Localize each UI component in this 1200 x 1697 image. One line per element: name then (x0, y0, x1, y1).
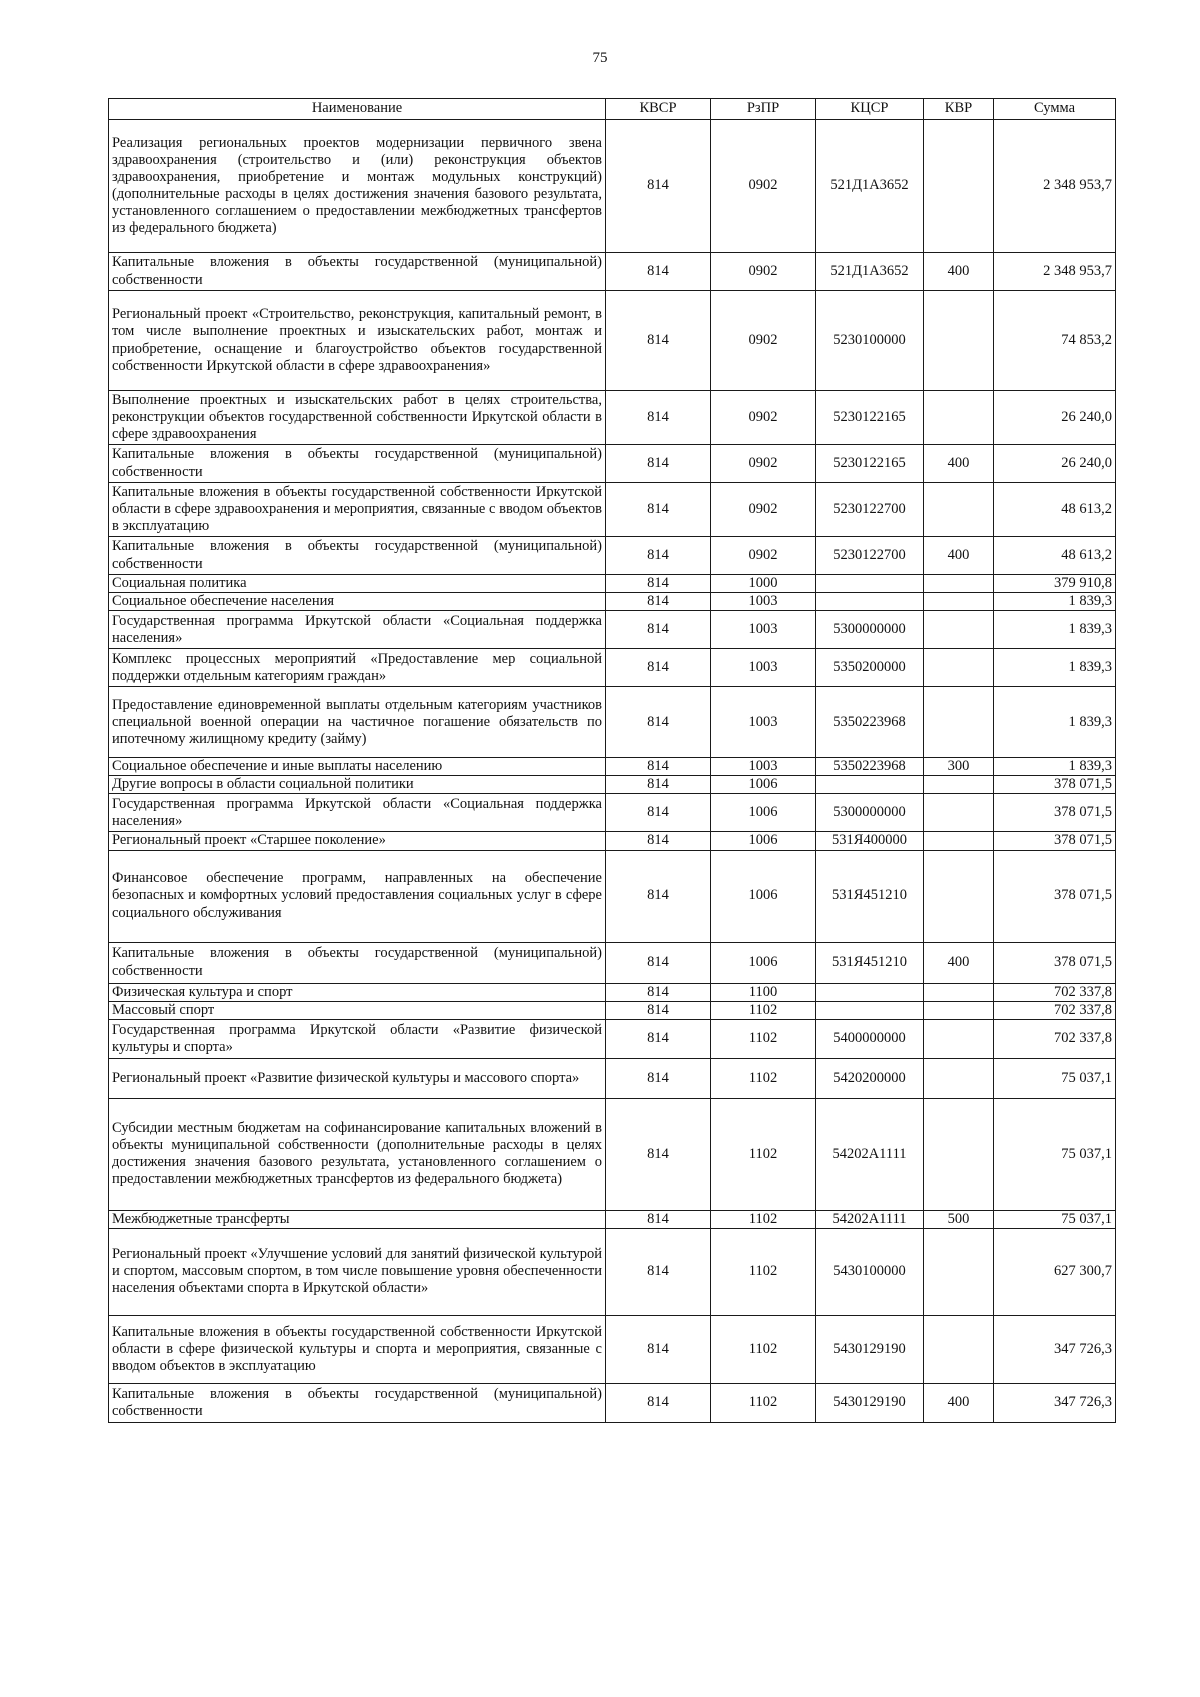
row-kvsr: 814 (606, 1315, 711, 1383)
row-kcsr: 5300000000 (816, 794, 924, 832)
row-kvr (924, 1019, 994, 1058)
row-rzpr: 1102 (711, 1228, 816, 1315)
row-name: Субсидии местным бюджетам на софинансирование капитальных вложений в объекты муниципальной собственности (дополнительные расходы в целях достижения значения базового результата, установленного соглашением о предоставлении межбюджетных трансфертов из федерального бюджета) (109, 1098, 606, 1210)
table-row (109, 649, 1116, 687)
row-kcsr: 54202А1111 (816, 1210, 924, 1228)
header-sum: Сумма (994, 99, 1116, 120)
row-kvr (924, 776, 994, 794)
row-kvr (924, 575, 994, 593)
row-sum: 347 726,3 (994, 1383, 1116, 1422)
row-kvsr: 814 (606, 1098, 711, 1210)
row-kvsr: 814 (606, 1210, 711, 1228)
row-name: Региональный проект «Улучшение условий для занятий физической культурой и спортом, массовым спортом, в том числе повышение уровня обеспеченности населения объектами спорта в Иркутской области» (109, 1228, 606, 1315)
row-sum: 378 071,5 (994, 942, 1116, 983)
row-kvsr: 814 (606, 942, 711, 983)
table-row (109, 445, 1116, 483)
row-sum: 75 037,1 (994, 1098, 1116, 1210)
row-kcsr: 5230122165 (816, 445, 924, 483)
row-kvsr: 814 (606, 391, 711, 445)
row-rzpr: 1102 (711, 1210, 816, 1228)
row-kcsr: 5430129190 (816, 1383, 924, 1422)
row-kvsr: 814 (606, 445, 711, 483)
row-kvr: 400 (924, 537, 994, 575)
row-rzpr: 1006 (711, 776, 816, 794)
row-rzpr: 0902 (711, 537, 816, 575)
table-header-row (109, 99, 1116, 120)
row-kvsr: 814 (606, 575, 711, 593)
row-kvr (924, 1058, 994, 1098)
row-rzpr: 1102 (711, 1001, 816, 1019)
table-row (109, 1315, 1116, 1383)
row-kvr (924, 850, 994, 942)
row-kvsr: 814 (606, 253, 711, 291)
row-sum: 1 839,3 (994, 649, 1116, 687)
table-row (109, 1058, 1116, 1098)
row-kvr (924, 794, 994, 832)
row-kcsr: 5230122165 (816, 391, 924, 445)
row-kcsr: 5230122700 (816, 483, 924, 537)
row-kvsr: 814 (606, 291, 711, 391)
row-sum: 378 071,5 (994, 776, 1116, 794)
row-name: Социальное обеспечение и иные выплаты населению (109, 758, 606, 776)
row-kvr (924, 291, 994, 391)
row-rzpr: 1003 (711, 611, 816, 649)
table-row (109, 593, 1116, 611)
row-rzpr: 1003 (711, 649, 816, 687)
row-kvsr: 814 (606, 1001, 711, 1019)
row-kcsr: 5350223968 (816, 758, 924, 776)
row-name: Государственная программа Иркутской области «Социальная поддержка населения» (109, 794, 606, 832)
row-kvsr: 814 (606, 1228, 711, 1315)
row-rzpr: 1102 (711, 1058, 816, 1098)
row-name: Капитальные вложения в объекты государственной (муниципальной) собственности (109, 1383, 606, 1422)
table-row (109, 391, 1116, 445)
row-sum: 1 839,3 (994, 687, 1116, 758)
row-kvr (924, 687, 994, 758)
row-kcsr (816, 593, 924, 611)
row-kvr (924, 649, 994, 687)
table-row (109, 758, 1116, 776)
row-name: Другие вопросы в области социальной политики (109, 776, 606, 794)
row-name: Капитальные вложения в объекты государственной (муниципальной) собственности (109, 537, 606, 575)
row-name: Капитальные вложения в объекты государственной собственности Иркутской области в сфере здравоохранения и мероприятия, связанные с вводом объектов в эксплуатацию (109, 483, 606, 537)
header-kvr: КВР (924, 99, 994, 120)
row-sum: 378 071,5 (994, 850, 1116, 942)
row-kcsr: 531Я400000 (816, 832, 924, 850)
header-name: Наименование (109, 99, 606, 120)
row-sum: 75 037,1 (994, 1210, 1116, 1228)
row-kvr (924, 120, 994, 253)
row-rzpr: 0902 (711, 291, 816, 391)
row-name: Государственная программа Иркутской области «Социальная поддержка населения» (109, 611, 606, 649)
row-name: Капитальные вложения в объекты государственной собственности Иркутской области в сфере физической культуры и спорта и мероприятия, связанные с вводом объектов в эксплуатацию (109, 1315, 606, 1383)
row-kvsr: 814 (606, 120, 711, 253)
row-name: Капитальные вложения в объекты государственной (муниципальной) собственности (109, 942, 606, 983)
row-name: Социальная политика (109, 575, 606, 593)
row-kvsr: 814 (606, 593, 711, 611)
table-row (109, 1228, 1116, 1315)
row-kcsr: 521Д1А3652 (816, 120, 924, 253)
row-sum: 74 853,2 (994, 291, 1116, 391)
row-kvsr: 814 (606, 611, 711, 649)
row-rzpr: 1003 (711, 758, 816, 776)
row-kvr: 400 (924, 445, 994, 483)
row-sum: 627 300,7 (994, 1228, 1116, 1315)
row-rzpr: 1006 (711, 942, 816, 983)
row-kcsr (816, 575, 924, 593)
row-kvsr: 814 (606, 794, 711, 832)
row-sum: 2 348 953,7 (994, 253, 1116, 291)
row-kvr (924, 1228, 994, 1315)
row-name: Капитальные вложения в объекты государственной (муниципальной) собственности (109, 253, 606, 291)
row-rzpr: 1100 (711, 983, 816, 1001)
row-sum: 702 337,8 (994, 1019, 1116, 1058)
table-row (109, 832, 1116, 850)
row-sum: 378 071,5 (994, 832, 1116, 850)
row-kcsr: 531Я451210 (816, 850, 924, 942)
row-kcsr: 5300000000 (816, 611, 924, 649)
row-kcsr: 54202А1111 (816, 1098, 924, 1210)
row-name: Региональный проект «Старшее поколение» (109, 832, 606, 850)
row-sum: 702 337,8 (994, 983, 1116, 1001)
table-row (109, 575, 1116, 593)
row-kcsr: 531Я451210 (816, 942, 924, 983)
row-kvr (924, 1098, 994, 1210)
table-row (109, 253, 1116, 291)
row-name: Финансовое обеспечение программ, направленных на обеспечение безопасных и комфортных условий предоставления социальных услуг в сфере социального обслуживания (109, 850, 606, 942)
table-row (109, 1383, 1116, 1422)
table-row (109, 1210, 1116, 1228)
row-rzpr: 0902 (711, 445, 816, 483)
row-kcsr: 5430129190 (816, 1315, 924, 1383)
row-sum: 1 839,3 (994, 758, 1116, 776)
table-row (109, 611, 1116, 649)
page-number: 75 (592, 50, 608, 66)
row-sum: 1 839,3 (994, 593, 1116, 611)
row-kvsr: 814 (606, 832, 711, 850)
row-name: Массовый спорт (109, 1001, 606, 1019)
table-row (109, 776, 1116, 794)
row-kvsr: 814 (606, 1019, 711, 1058)
row-kvr: 400 (924, 1383, 994, 1422)
row-rzpr: 1006 (711, 794, 816, 832)
row-name: Государственная программа Иркутской области «Развитие физической культуры и спорта» (109, 1019, 606, 1058)
row-kvsr: 814 (606, 483, 711, 537)
row-name: Реализация региональных проектов модернизации первичного звена здравоохранения (строительство и (или) реконструкция объектов здравоохранения, приобретение и монтаж модульных конструкций) (дополнительные расходы в целях достижения значения базового результата, установленного соглашением о предоставлении межбюджетных трансфертов из федерального бюджета) (109, 120, 606, 253)
row-kvr: 300 (924, 758, 994, 776)
row-kvr (924, 483, 994, 537)
row-name: Предоставление единовременной выплаты отдельным категориям участников специальной военной операции на частичное погашение обязательств по ипотечному жилищному кредиту (займу) (109, 687, 606, 758)
row-kcsr: 5350223968 (816, 687, 924, 758)
row-kcsr: 5230122700 (816, 537, 924, 575)
row-kvr (924, 611, 994, 649)
table-row (109, 1098, 1116, 1210)
row-sum: 378 071,5 (994, 794, 1116, 832)
header-kvsr: КВСР (606, 99, 711, 120)
row-sum: 2 348 953,7 (994, 120, 1116, 253)
row-sum: 379 910,8 (994, 575, 1116, 593)
row-kcsr: 5430100000 (816, 1228, 924, 1315)
row-kvr (924, 832, 994, 850)
row-name: Региональный проект «Строительство, реконструкция, капитальный ремонт, в том числе выполнение проектных и изыскательских работ, монтаж и приобретение, оснащение и благоустройство объектов государственной собственности Иркутской области в сфере здравоохранения» (109, 291, 606, 391)
row-sum: 1 839,3 (994, 611, 1116, 649)
row-rzpr: 0902 (711, 120, 816, 253)
table-row (109, 850, 1116, 942)
row-kvsr: 814 (606, 758, 711, 776)
row-name: Физическая культура и спорт (109, 983, 606, 1001)
row-name: Социальное обеспечение населения (109, 593, 606, 611)
row-rzpr: 1006 (711, 850, 816, 942)
row-sum: 48 613,2 (994, 483, 1116, 537)
row-kcsr: 5230100000 (816, 291, 924, 391)
row-sum: 75 037,1 (994, 1058, 1116, 1098)
budget-table (108, 98, 1116, 1423)
row-kvr (924, 593, 994, 611)
row-rzpr: 1102 (711, 1383, 816, 1422)
table-row (109, 537, 1116, 575)
table-row (109, 483, 1116, 537)
row-kvr (924, 983, 994, 1001)
row-rzpr: 0902 (711, 483, 816, 537)
row-kvr: 400 (924, 942, 994, 983)
row-sum: 48 613,2 (994, 537, 1116, 575)
table-row (109, 1019, 1116, 1058)
row-kcsr (816, 983, 924, 1001)
row-rzpr: 1102 (711, 1098, 816, 1210)
row-rzpr: 1006 (711, 832, 816, 850)
row-kcsr: 5350200000 (816, 649, 924, 687)
row-name: Капитальные вложения в объекты государственной (муниципальной) собственности (109, 445, 606, 483)
row-kvr: 500 (924, 1210, 994, 1228)
row-kvsr: 814 (606, 983, 711, 1001)
row-kcsr: 5400000000 (816, 1019, 924, 1058)
row-kvr (924, 391, 994, 445)
row-kvsr: 814 (606, 649, 711, 687)
row-kvsr: 814 (606, 850, 711, 942)
table-row (109, 983, 1116, 1001)
row-kvr (924, 1001, 994, 1019)
row-kvsr: 814 (606, 1058, 711, 1098)
table-row (109, 1001, 1116, 1019)
row-rzpr: 1000 (711, 575, 816, 593)
row-rzpr: 1102 (711, 1019, 816, 1058)
row-kcsr (816, 1001, 924, 1019)
table-row (109, 120, 1116, 253)
row-kvsr: 814 (606, 687, 711, 758)
row-rzpr: 1003 (711, 687, 816, 758)
table-row (109, 687, 1116, 758)
row-name: Комплекс процессных мероприятий «Предоставление мер социальной поддержки отдельным категориям граждан» (109, 649, 606, 687)
row-kvr (924, 1315, 994, 1383)
table-row (109, 291, 1116, 391)
row-rzpr: 1102 (711, 1315, 816, 1383)
row-kcsr: 5420200000 (816, 1058, 924, 1098)
row-sum: 26 240,0 (994, 445, 1116, 483)
row-rzpr: 0902 (711, 391, 816, 445)
row-name: Выполнение проектных и изыскательских работ в целях строительства, реконструкции объектов государственной собственности Иркутской области в сфере здравоохранения (109, 391, 606, 445)
header-kcsr: КЦСР (816, 99, 924, 120)
row-kvsr: 814 (606, 1383, 711, 1422)
row-name: Региональный проект «Развитие физической культуры и массового спорта» (109, 1058, 606, 1098)
row-rzpr: 0902 (711, 253, 816, 291)
table-row (109, 794, 1116, 832)
row-kvr: 400 (924, 253, 994, 291)
row-kvsr: 814 (606, 537, 711, 575)
row-kvsr: 814 (606, 776, 711, 794)
row-kcsr: 521Д1А3652 (816, 253, 924, 291)
row-kcsr (816, 776, 924, 794)
row-sum: 347 726,3 (994, 1315, 1116, 1383)
header-rzpr: РзПР (711, 99, 816, 120)
row-name: Межбюджетные трансферты (109, 1210, 606, 1228)
row-sum: 26 240,0 (994, 391, 1116, 445)
row-rzpr: 1003 (711, 593, 816, 611)
table-row (109, 942, 1116, 983)
row-sum: 702 337,8 (994, 1001, 1116, 1019)
